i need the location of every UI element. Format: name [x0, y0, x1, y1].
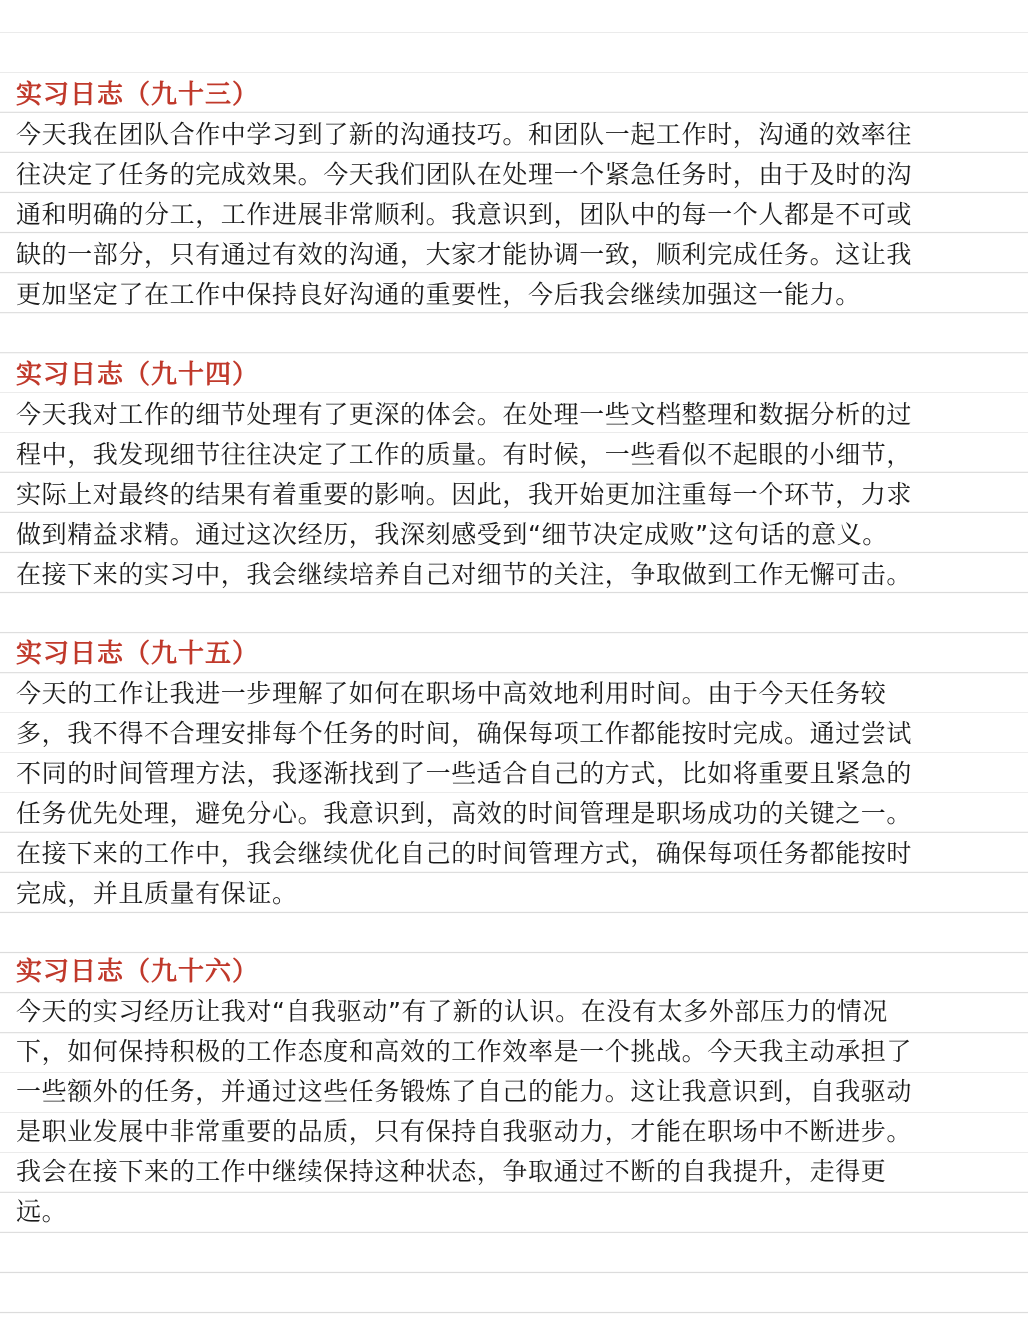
- body-line: 不同的时间管理方法，我逐渐找到了一些适合自己的方式，比如将重要且紧急的: [16, 759, 913, 788]
- body-line: 远。: [16, 1197, 68, 1226]
- body-line: 程中，我发现细节往往决定了工作的质量。有时候，一些看似不起眼的小细节，: [16, 440, 913, 469]
- entry-body: [16, 115, 1016, 315]
- body-line: 缺的一部分，只有通过有效的沟通，大家才能协调一致，顺利完成任务。这让我: [16, 240, 913, 269]
- log-entry-94: [16, 355, 1016, 595]
- log-entry-96: [16, 952, 1016, 1232]
- body-line: 在接下来的工作中，我会继续优化自己的时间管理方式，确保每项任务都能按时: [16, 839, 913, 868]
- body-line: 今天我在团队合作中学习到了新的沟通技巧。和团队一起工作时，沟通的效率往: [16, 120, 913, 149]
- body-line: 往决定了任务的完成效果。今天我们团队在处理一个紧急任务时，由于及时的沟: [16, 160, 913, 189]
- body-line: 一些额外的任务，并通过这些任务锻炼了自己的能力。这让我意识到，自我驱动: [16, 1077, 913, 1106]
- entry-body: [16, 395, 1016, 595]
- body-line: 今天的工作让我进一步理解了如何在职场中高效地利用时间。由于今天任务较: [16, 679, 887, 708]
- body-line: 更加坚定了在工作中保持良好沟通的重要性，今后我会继续加强这一能力。: [16, 280, 861, 309]
- body-line: 通和明确的分工，工作进展非常顺利。我意识到，团队中的每一个人都是不可或: [16, 200, 913, 229]
- log-entry-93: [16, 75, 1016, 315]
- entry-body: [16, 992, 1016, 1232]
- entry-title: 实习日志（九十五）: [16, 639, 260, 669]
- entry-title: 实习日志（九十三）: [16, 80, 260, 110]
- body-line: 下，如何保持积极的工作态度和高效的工作效率是一个挑战。今天我主动承担了: [16, 1037, 913, 1066]
- body-line: 在接下来的实习中，我会继续培养自己对细节的关注，争取做到工作无懈可击。: [16, 560, 913, 589]
- log-entry-95: [16, 634, 1016, 914]
- entry-title: 实习日志（九十六）: [16, 957, 260, 987]
- body-line: 今天我对工作的细节处理有了更深的体会。在处理一些文档整理和数据分析的过: [16, 400, 913, 429]
- body-line: 完成，并且质量有保证。: [16, 879, 298, 908]
- body-line: 任务优先处理，避免分心。我意识到，高效的时间管理是职场成功的关键之一。: [16, 799, 913, 828]
- entry-title: 实习日志（九十四）: [16, 360, 260, 390]
- entry-body: [16, 674, 1016, 914]
- body-line: 今天的实习经历让我对“自我驱动”有了新的认识。在没有太多外部压力的情况: [16, 997, 888, 1026]
- body-line: 我会在接下来的工作中继续保持这种状态，争取通过不断的自我提升，走得更: [16, 1157, 887, 1186]
- body-line: 实际上对最终的结果有着重要的影响。因此，我开始更加注重每一个环节，力求: [16, 480, 913, 509]
- body-line: 做到精益求精。通过这次经历，我深刻感受到“细节决定成败”这句话的意义。: [16, 520, 888, 549]
- body-line: 多，我不得不合理安排每个任务的时间，确保每项工作都能按时完成。通过尝试: [16, 719, 913, 748]
- body-line: 是职业发展中非常重要的品质，只有保持自我驱动力，才能在职场中不断进步。: [16, 1117, 913, 1146]
